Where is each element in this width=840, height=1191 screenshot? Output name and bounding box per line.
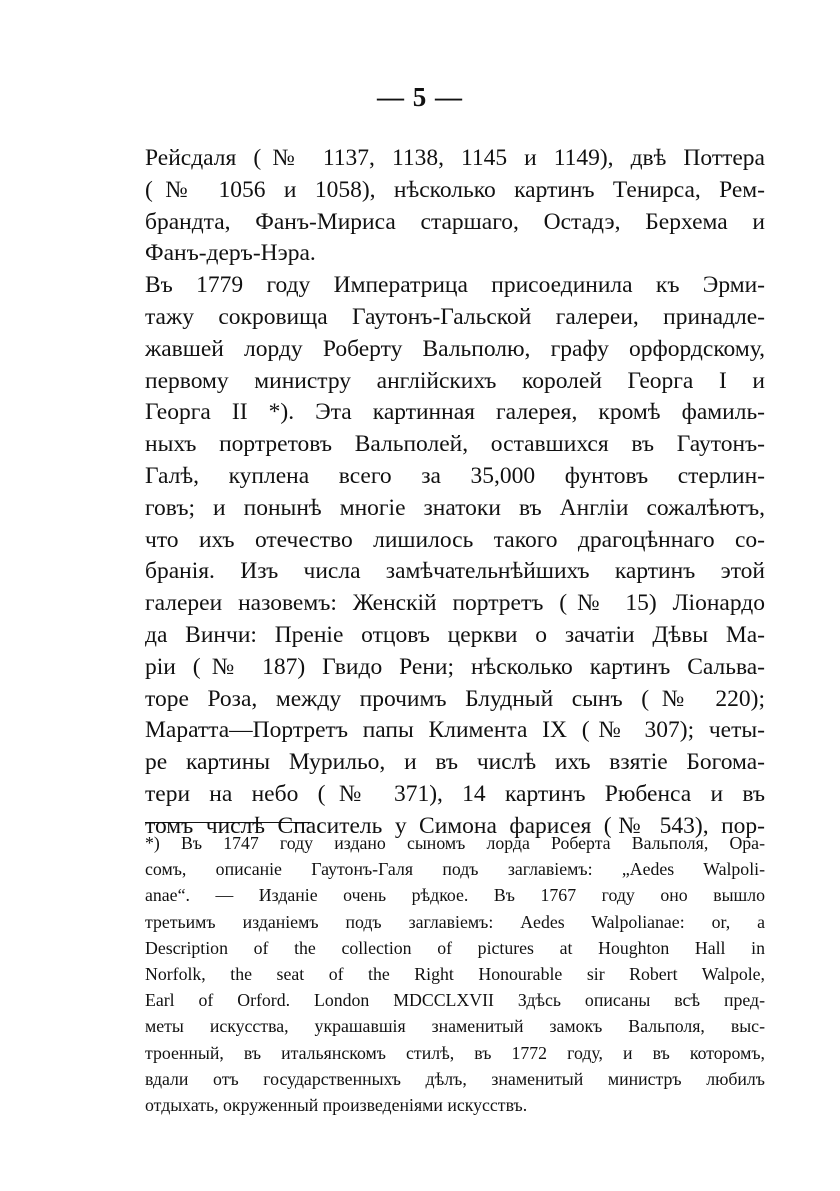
text-line: жавшей лорду Роберту Вальполю, графу орфордскому, (145, 335, 765, 362)
text-line: (№ 1056 и 1058), нѣсколько картинъ Тенирса, Рем- (145, 176, 765, 203)
text-line: ныхъ портретовъ Вальполей, оставшихся въ Гаутонъ- (145, 431, 765, 458)
text-line: галереи назовемъ: Женскій портретъ (№ 15) Ліонардо (145, 590, 765, 617)
footnote-line: anae“. — Изданіе очень рѣдкое. Въ 1767 году оно вышло (145, 885, 765, 906)
text-line: Галѣ, куплена всего за 35,000 фунтовъ стерлин- (145, 462, 765, 489)
text-line: бранія. Изъ числа замѣчательнѣйшихъ картинъ этой (145, 558, 765, 585)
page-number: — 5 — (377, 82, 463, 112)
footnote-line: сомъ, описаніе Гаутонъ-Галя подъ заглавіемъ: „Aedes Walpoli- (145, 859, 765, 880)
footnote-line: Description of the collection of pictures at Houghton Hall in (145, 937, 765, 958)
footnote-line: меты искусства, украшавшія знаменитый замокъ Вальполя, выс- (145, 1016, 765, 1037)
text-line: первому министру англійскихъ королей Георга I и (145, 367, 765, 394)
footnote-separator (145, 822, 311, 823)
text-line: ріи (№ 187) Гвидо Рени; нѣсколько картинъ Сальва- (145, 653, 765, 680)
footnote-line: троенный, въ итальянскомъ стилѣ, въ 1772 году, и въ которомъ, (145, 1042, 765, 1063)
text-line: говъ; и понынѣ многіе знатоки въ Англіи сожалѣютъ, (145, 494, 765, 521)
footnote-line: Norfolk, the seat of the Right Honourable sir Robert Walpole, (145, 963, 765, 984)
text-line: торе Роза, между прочимъ Блудный сынъ (№ 220); (145, 685, 765, 712)
text-line: Рейсдаля (№ 1137, 1138, 1145 и 1149), двѣ Поттера (145, 145, 765, 171)
text-line: Маратта—Портретъ папы Климента IX (№ 307); четы- (145, 717, 765, 744)
text-line: тажу сокровища Гаутонъ-Гальской галереи, принадле- (145, 303, 765, 330)
text-line: да Винчи: Преніе отцовъ церкви о зачатіи Дѣвы Ма- (145, 621, 765, 648)
footnote-line: вдали отъ государственныхъ дѣлъ, знаменитый министръ любилъ (145, 1068, 765, 1089)
footnote-line: *) Въ 1747 году издано сыномъ лорда Роберта Вальполя, Ора- (145, 833, 765, 853)
text-line: Фанъ-деръ-Нэра. (145, 240, 316, 267)
text-line: Георга II *). Эта картинная галерея, кромѣ фамиль- (145, 399, 765, 426)
footnote (145, 830, 765, 1118)
text-line: брандта, Фанъ-Мириса старшаго, Остадэ, Берхема и (145, 208, 765, 235)
footnote-line: Earl of Orford. London MDCCLXVII Здѣсь описаны всѣ пред- (145, 990, 765, 1011)
footnote-line: третьимъ изданіемъ подъ заглавіемъ: Aedes Walpolianae: or, a (145, 911, 765, 932)
text-line: Въ 1779 году Императрица присоединила къ Эрми- (145, 272, 765, 299)
footnote-line: отдыхать, окруженный произведеніями искусствъ. (145, 1094, 528, 1115)
main-text (145, 143, 765, 843)
text-line: тери на небо (№ 371), 14 картинъ Рюбенса и въ (145, 780, 765, 807)
text-line: томъ числѣ Спаситель у Симона фарисея (№ 543), пор- (145, 812, 765, 839)
text-line: ре картины Мурильо, и въ числѣ ихъ взятіе Богома- (145, 749, 765, 776)
text-line: что ихъ отечество лишилось такого драгоцѣннаго со- (145, 526, 765, 553)
